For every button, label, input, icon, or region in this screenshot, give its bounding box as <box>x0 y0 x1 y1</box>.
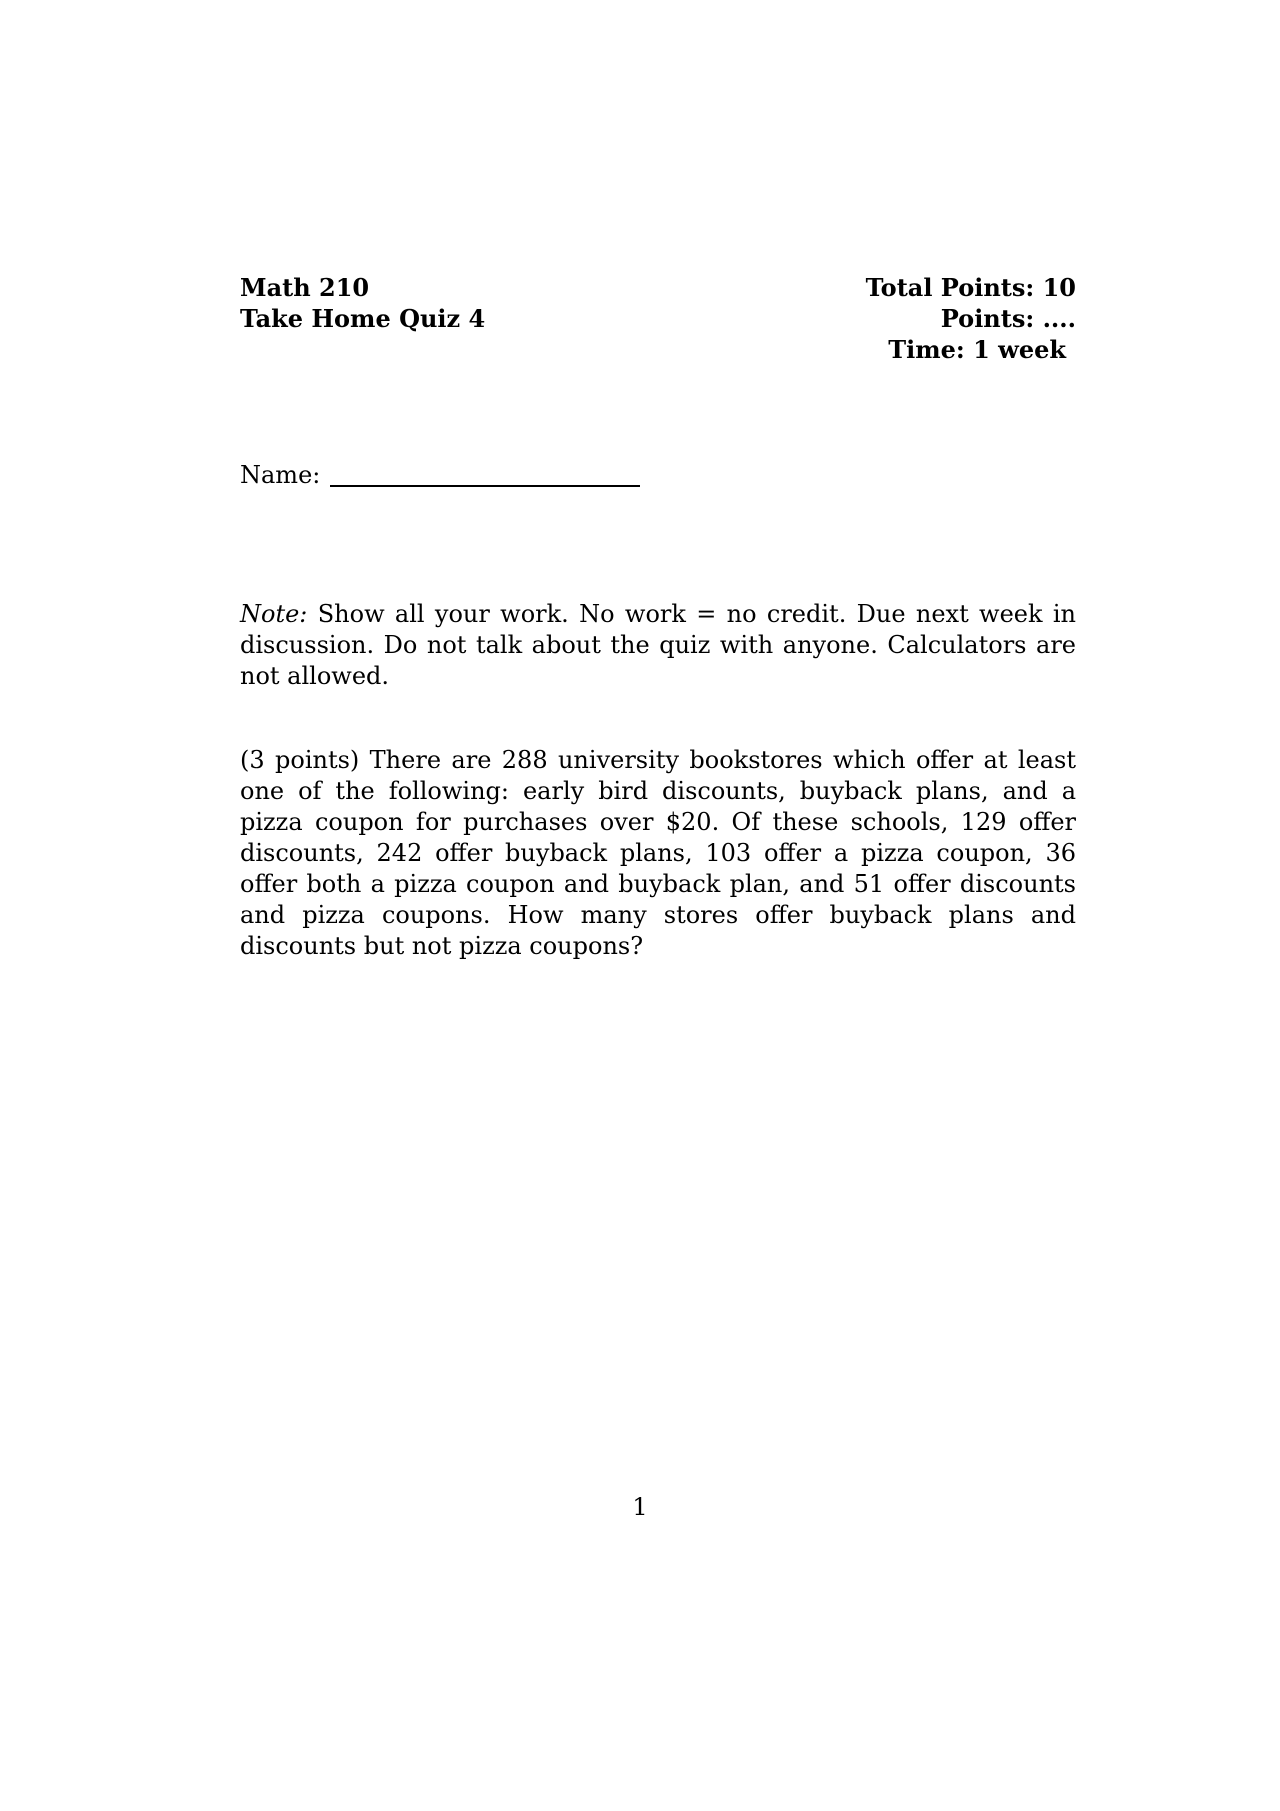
note-paragraph <box>240 599 1076 692</box>
quiz-title: Take Home Quiz 4 <box>240 304 486 333</box>
problem-statement: (3 points) There are 288 university bookstores which offer at least one of the following: early bird discounts, buyback plans, and a pizza coupon for purchases over $20. Of these schools, 129 offer discounts, 242 offer buyback plans, 103 offer a pizza coupon, 36 offer both a pizza coupon and buyback plan, and 51 offer discounts and pizza coupons. How many stores offer buyback plans and discounts but not pizza coupons? <box>240 746 1076 960</box>
total-points: Total Points: 10 <box>865 273 1076 302</box>
header-right <box>866 272 1076 365</box>
note-text: Show all your work. No work = no credit. Due next week in discussion. Do not talk about the quiz with anyone. Calculators are not allowed. <box>240 600 1076 690</box>
name-blank-line <box>330 485 640 487</box>
name-row <box>240 460 640 490</box>
header-left <box>240 272 485 334</box>
course-title: Math 210 <box>240 273 370 302</box>
points-earned: Points: .... <box>940 304 1076 333</box>
page-number: 1 <box>632 1493 648 1521</box>
note-label: Note: <box>240 600 308 628</box>
time-limit: Time: 1 week <box>888 335 1066 364</box>
name-label: Name: <box>240 461 321 489</box>
